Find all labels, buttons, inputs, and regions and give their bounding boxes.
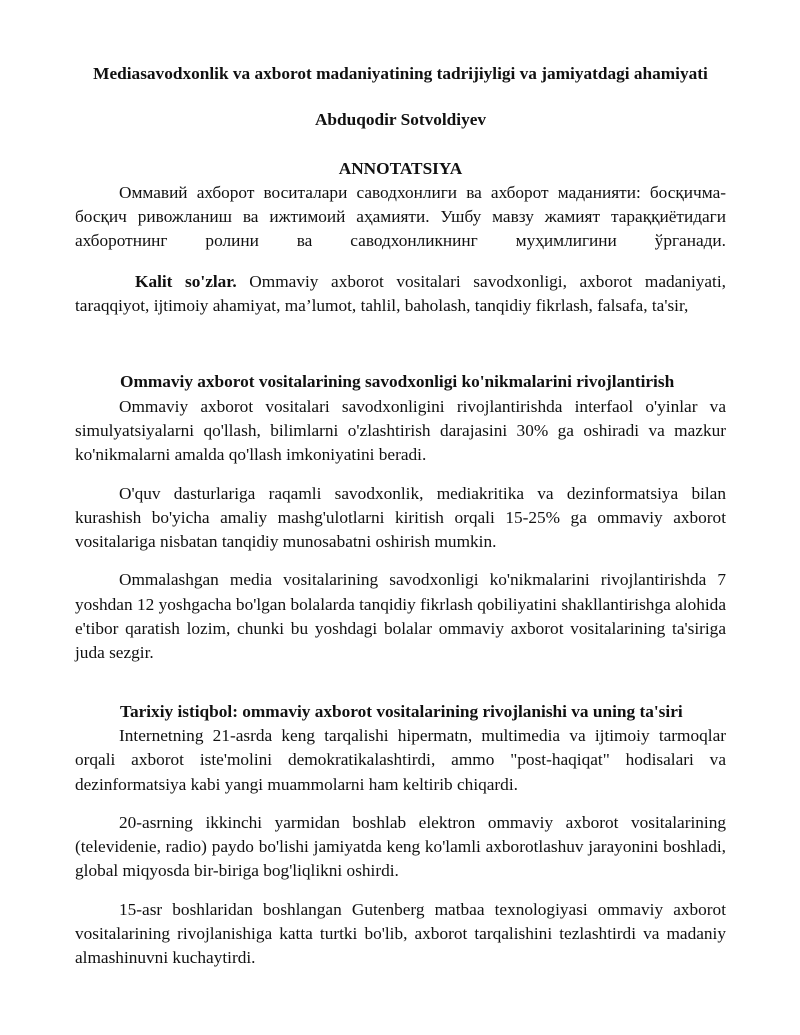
body-paragraph: O'quv dasturlariga raqamli savodxonlik, mediakritika va dezinformatsiya bilan kurashish bo'yicha amaliy mashg'ulotlarni kiritish orqali 15-25% ga ommaviy axborot vositalariga nisbatan tanqidiy munosabatni oshirish mumkin.	[75, 483, 726, 552]
body-paragraph: Internetning 21-asrda keng tarqalishi hipermatn, multimedia va ijtimoiy tarmoqlar orqali axborot iste'molini demokratikalashtirdi, ammo "post-haqiqat" hodisalari va dezinformatsiya kabi yangi muammolarni ham keltirib chiqardi.	[75, 725, 726, 794]
spacer	[75, 797, 726, 811]
annotation-heading: ANNOTATSIYA	[338, 158, 463, 178]
section-heading: Tarixiy istiqbol: ommaviy axborot vositalarining rivojlanishi va uning ta'siri	[120, 701, 683, 721]
spacer	[75, 666, 726, 700]
body-paragraph: Ommalashgan media vositalarining savodxonligi ko'nikmalarini rivojlantirishda 7 yoshdan 12 yoshgacha bo'lgan bolalarda tanqidiy fikrlash qobiliyatini shakllantirishga alohida e'tibor qaratish lozim, chunki bu yoshdagi bolalar ommaviy axborot vositalarining ta'siriga juda sezgir.	[75, 570, 726, 663]
author-name: Abduqodir Sotvoldiyev	[314, 110, 487, 130]
keywords-text: Ommaviy axborot vositalari savodxonligi, axborot madaniyati, taraqqiyot, ijtimoiy ahamiyat, ma’lumot, tahlil, baholash, tanqidiy fikrlash, falsafa, ta'sir,	[75, 271, 726, 316]
annotation-text: Оммавий ахборот воситалари саводхонлиги ва ахборот маданияти: босқичма-босқич ривожланиш ва ижтимоий аҳамияти. Ушбу мавзу жамият тараққиётидаги ахборотнинг ролини ва саводхонликнинг муҳимлигини ўрганади.	[75, 182, 726, 251]
body-paragraph: Ommaviy axborot vositalari savodxonligini rivojlantirishda interfaol o'yinlar va simulyatsiyalarni qo'llash, bilimlarni o'zlashtirish darajasini 30% ga oshiradi va mazkur ko'nikmalarni amalda qo'llash imkoniyatini beradi.	[75, 396, 726, 465]
spacer	[75, 254, 726, 270]
document-page	[75, 62, 726, 971]
section-heading: Ommaviy axborot vositalarining savodxonligi ko'nikmalarini rivojlantirish	[120, 372, 675, 392]
keywords-paragraph	[75, 270, 726, 319]
spacer	[75, 468, 726, 482]
spacer	[75, 884, 726, 898]
document-title: Mediasavodxonlik va axborot madaniyatining tadrijiyligi va jamiyatdagi ahamiyati	[93, 64, 708, 83]
keywords-label: Kalit so'zlar.	[135, 271, 237, 291]
body-paragraph: 20-asrning ikkinchi yarmidan boshlab elektron ommaviy axborot vositalarining (televidenie, radio) paydo bo'lishi jamiyatda keng ko'lamli axborotlashuv jarayonini boshladi, global miqyosda bir-biriga bog'liqlikni oshirdi.	[75, 812, 726, 881]
body-paragraph: 15-asr boshlaridan boshlangan Gutenberg matbaa texnologiyasi ommaviy axborot vositalarining rivojlanishiga katta turtki bo'lib, axborot tarqalishini tezlashtirdi va madaniy almashinuvni kuchaytirdi.	[75, 899, 726, 968]
spacer	[75, 318, 726, 370]
spacer	[75, 554, 726, 568]
